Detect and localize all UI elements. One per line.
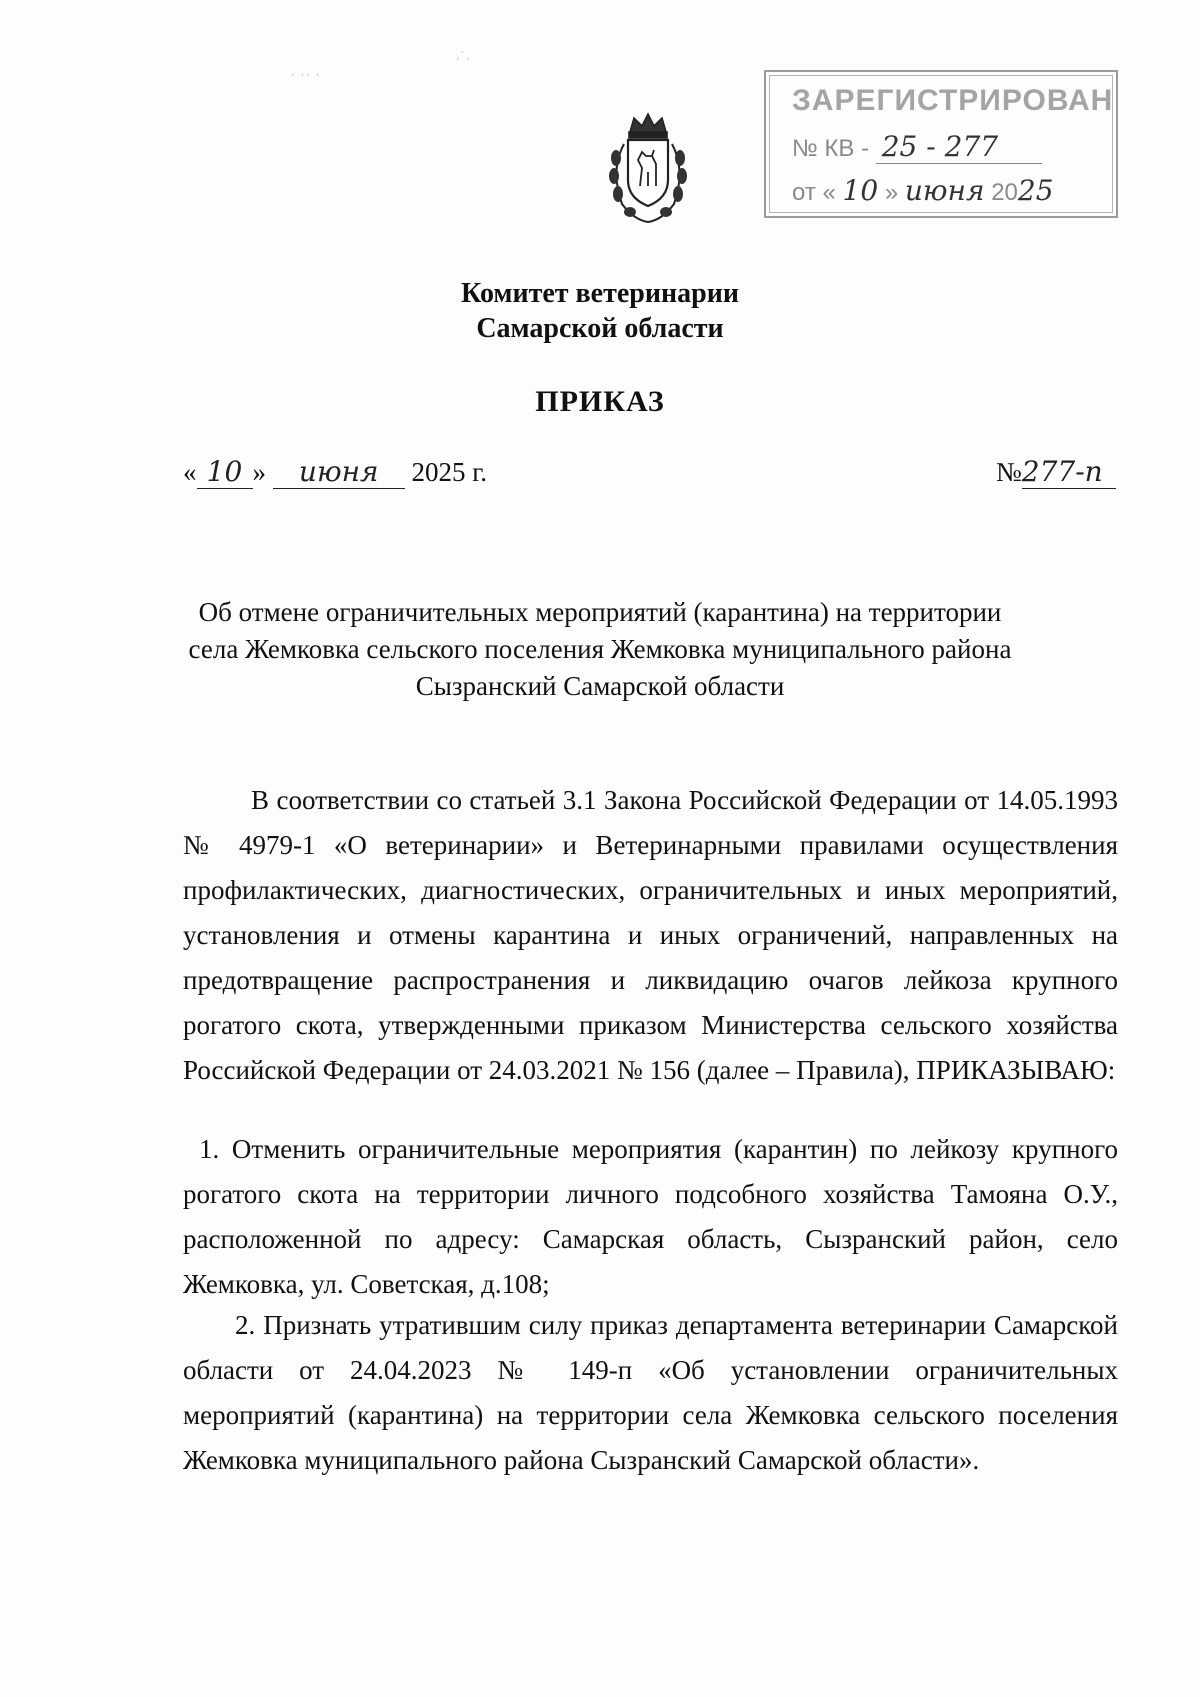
title-line: Об отмене ограничительных мероприятий (карантина) на территории (198, 597, 1002, 627)
stamp-date-row (792, 174, 1054, 207)
stamp-number-prefix: № КВ - (792, 135, 870, 162)
stamp-title: ЗАРЕГИСТРИРОВАН (792, 84, 1114, 117)
registration-stamp (764, 70, 1118, 218)
order-item-2: 2. Признать утратившим силу приказ департамента ветеринарии Самарской области от 24.04.2023 № 149-п «Об установлении ограничительных мероприятий (карантина) на территории села Жемковка сельского поселения Жемковка муниципального района Сызранский Самарской области». (183, 1310, 1118, 1475)
stamp-date-prefix: от « (792, 179, 836, 206)
scan-noise: · ·· · (290, 66, 321, 83)
organization-name-line2: Самарской области (476, 313, 724, 344)
date-close-quote: » (252, 457, 266, 487)
date-open-quote: « (183, 457, 197, 487)
stamp-date-mid: » (884, 179, 899, 206)
date-year: 2025 г. (411, 457, 488, 487)
stamp-date-year: 25 (1017, 174, 1054, 207)
stamp-number-value: 25 - 277 (876, 130, 1042, 164)
organization-name-line1: Комитет ветеринарии (461, 278, 739, 309)
document-date (183, 455, 487, 489)
number-value: 277-п (1022, 455, 1116, 489)
coat-of-arms-icon (600, 110, 696, 230)
title-line: села Жемковка сельского поселения Жемковка муниципального района (188, 634, 1012, 664)
stamp-number-row (792, 130, 1042, 164)
document-type: ПРИКАЗ (535, 385, 665, 418)
document-title (150, 594, 1050, 705)
document-number (996, 455, 1116, 489)
number-prefix: № (996, 457, 1022, 487)
preamble-paragraph: В соответствии со статьей 3.1 Закона Российской Федерации от 14.05.1993 № 4979-1 «О ветеринарии» и Ветеринарными правилами осуществления профилактических, диагностических, ограничительных и иных мероприятий, установления и отмены карантина и иных ограничений, направленных на предотвращение распространения и ликвидацию очагов лейкоза крупного рогатого скота, утвержденными приказом Министерства сельского хозяйства Российской Федерации от 24.03.2021 № 156 (далее – Правила), ПРИКАЗЫВАЮ: (183, 785, 1118, 1085)
date-month: июня (273, 455, 405, 489)
order-item-1: 1. Отменить ограничительные мероприятия (карантин) по лейкозу крупного рогатого скота на территории личного подсобного хозяйства Тамояна О.У., расположенной по адресу: Самарская область, Сызранский район, село Жемковка, ул. Советская, д.108; (183, 1134, 1118, 1299)
scan-noise: ·˙· (455, 50, 471, 67)
title-line: Сызранский Самарской области (415, 671, 785, 701)
stamp-date-year-prefix: 20 (991, 179, 1018, 206)
stamp-date-month: июня (904, 174, 985, 207)
stamp-date-day: 10 (842, 174, 879, 207)
date-day: 10 (197, 455, 253, 489)
